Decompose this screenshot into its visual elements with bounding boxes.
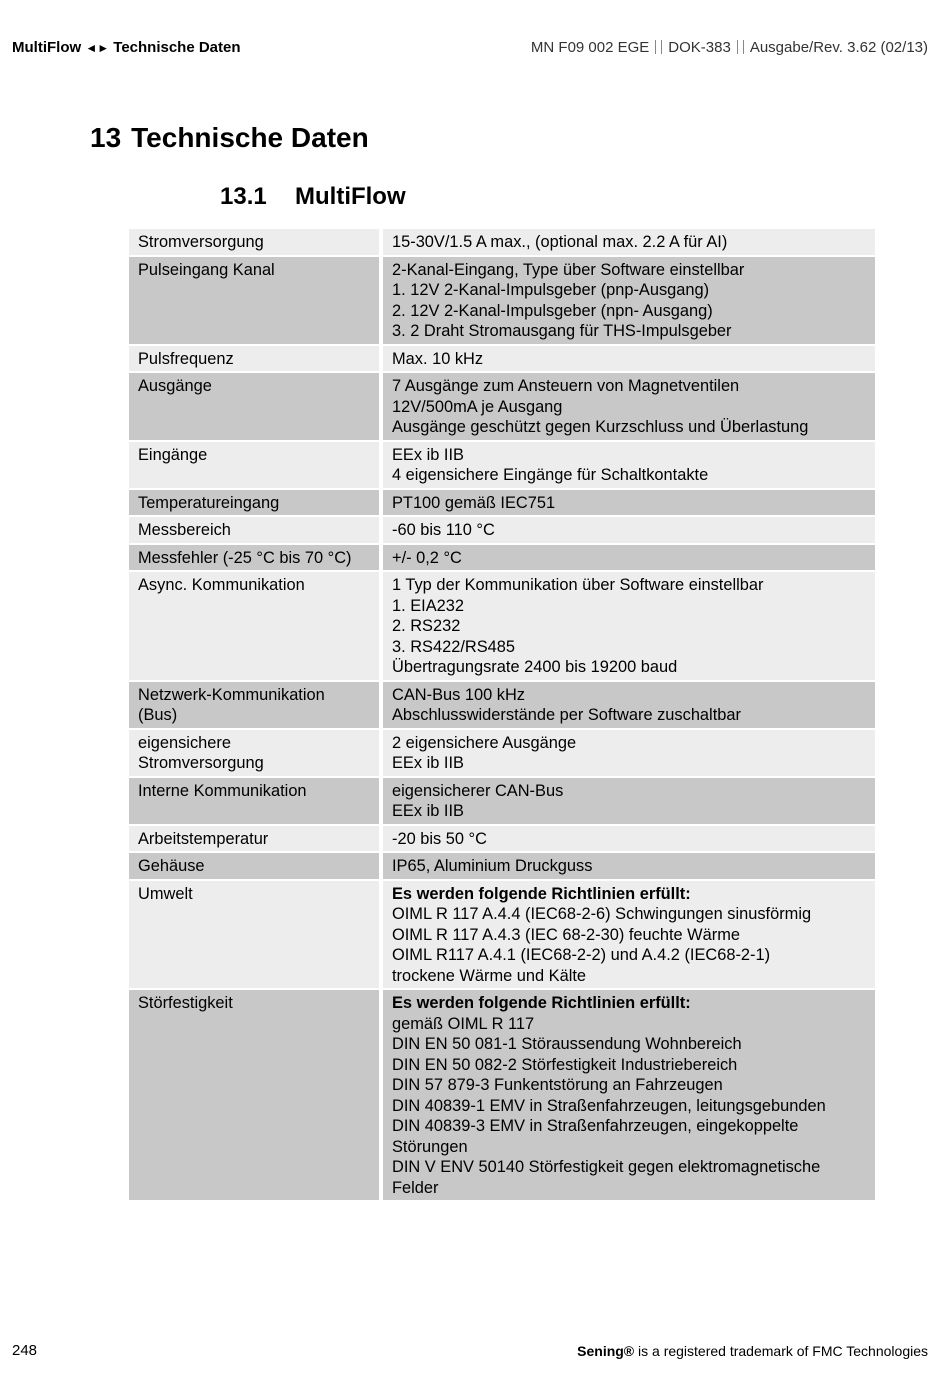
spec-value-line: 2 eigensichere Ausgänge — [392, 733, 577, 752]
spec-value-line: 2. RS232 — [392, 617, 461, 635]
spec-value-line: 3. 2 Draht Stromausgang für THS-Impulsgeber — [392, 322, 732, 340]
spec-row — [129, 572, 875, 680]
spec-row — [129, 257, 875, 344]
spec-value-line: CAN-Bus 100 kHz — [392, 685, 525, 704]
spec-value — [383, 442, 875, 488]
spec-value-line: Felder — [392, 1178, 439, 1197]
spec-value-line: 1. EIA232 — [392, 596, 464, 615]
spec-value-line: EEx ib IIB — [392, 754, 464, 772]
spec-value-line: Störungen — [392, 1137, 468, 1156]
spec-label-line: Interne Kommunikation — [138, 781, 307, 800]
spec-row — [129, 778, 875, 824]
spec-table — [129, 227, 875, 1202]
running-header-title — [12, 39, 241, 56]
header-separator — [655, 40, 662, 54]
header-arrows-icon: ◄► — [85, 41, 110, 55]
spec-value-line: 15-30V/1.5 A max., (optional max. 2.2 A für AI) — [392, 233, 728, 251]
spec-row — [129, 517, 875, 543]
spec-value — [383, 853, 875, 879]
spec-value-line: DIN 40839-3 EMV in Straßenfahrzeugen, eingekoppelte — [392, 1117, 799, 1135]
spec-value — [383, 990, 875, 1200]
spec-row — [129, 853, 875, 879]
spec-value — [383, 517, 875, 543]
spec-value-line: OIML R 117 A.4.4 (IEC68-2-6) Schwingungen sinusförmig — [392, 905, 812, 923]
spec-row — [129, 442, 875, 488]
chapter-number: 13 — [90, 122, 122, 153]
spec-value-line: EEx ib IIB — [392, 802, 464, 820]
spec-value-line: DIN V ENV 50140 Störfestigkeit gegen elektromagnetische — [392, 1158, 821, 1176]
brand-name: Sening® — [577, 1343, 635, 1359]
spec-value — [383, 257, 875, 344]
spec-label-line: Gehäuse — [138, 857, 205, 875]
spec-label-line: Umwelt — [138, 884, 193, 903]
spec-row — [129, 346, 875, 372]
running-header-docinfo — [531, 39, 928, 56]
spec-label-line: Ausgänge — [138, 377, 212, 395]
spec-label-line: Stromversorgung — [138, 754, 264, 772]
spec-value-line: DIN 57 879-3 Funkentstörung an Fahrzeugen — [392, 1076, 723, 1094]
spec-label — [129, 442, 383, 488]
header-product: MultiFlow — [12, 39, 82, 56]
spec-row — [129, 490, 875, 516]
spec-label — [129, 346, 383, 372]
spec-value — [383, 778, 875, 824]
spec-value-line: DIN EN 50 081-1 Störaussendung Wohnbereich — [392, 1035, 742, 1053]
spec-label — [129, 229, 383, 255]
spec-value-line: 3. RS422/RS485 — [392, 637, 516, 656]
spec-label-line: Störfestigkeit — [138, 994, 233, 1012]
doc-revision: Ausgabe/Rev. 3.62 (02/13) — [749, 39, 928, 56]
spec-value — [383, 682, 875, 728]
spec-value-line: -20 bis 50 °C — [392, 829, 487, 848]
spec-value-line: Ausgänge geschützt gegen Kurzschluss und Überlastung — [392, 418, 809, 436]
spec-label — [129, 990, 383, 1200]
section-number: 13.1 — [220, 183, 267, 210]
spec-label — [129, 572, 383, 680]
spec-value-line: +/- 0,2 °C — [392, 548, 462, 567]
chapter-title: Technische Daten — [131, 122, 369, 153]
spec-value-line: 2-Kanal-Eingang, Type über Software einstellbar — [392, 260, 745, 279]
spec-label — [129, 545, 383, 571]
spec-label-line: (Bus) — [138, 706, 178, 724]
spec-value-line: DIN EN 50 082-2 Störfestigkeit Industriebereich — [392, 1055, 738, 1074]
spec-row — [129, 545, 875, 571]
doc-id: DOK-383 — [668, 39, 731, 56]
spec-value-line: 12V/500mA je Ausgang — [392, 397, 563, 416]
spec-label — [129, 778, 383, 824]
spec-value-line: 2. 12V 2-Kanal-Impulsgeber (npn- Ausgang) — [392, 301, 713, 320]
spec-value-line: IP65, Aluminium Druckguss — [392, 857, 593, 875]
spec-label-line: Arbeitstemperatur — [138, 829, 269, 848]
spec-label-line: Netzwerk-Kommunikation — [138, 685, 325, 704]
spec-value — [383, 545, 875, 571]
trademark-text: is a registered trademark of FMC Technologies — [638, 1343, 928, 1359]
spec-label — [129, 881, 383, 989]
spec-label — [129, 682, 383, 728]
spec-value — [383, 346, 875, 372]
spec-value — [383, 229, 875, 255]
spec-row — [129, 373, 875, 440]
trademark-footer — [577, 1343, 928, 1359]
spec-label — [129, 517, 383, 543]
spec-value-line: OIML R117 A.4.1 (IEC68-2-2) und A.4.2 (IEC68-2-1) — [392, 946, 771, 964]
spec-value-line: EEx ib IIB — [392, 445, 464, 464]
spec-value — [383, 730, 875, 776]
page-number: 248 — [12, 1342, 38, 1359]
spec-label — [129, 373, 383, 440]
spec-label — [129, 826, 383, 852]
spec-value — [383, 490, 875, 516]
spec-value-line: 7 Ausgänge zum Ansteuern von Magnetventilen — [392, 377, 740, 395]
spec-label-line: Temperatureingang — [138, 493, 280, 512]
spec-label-line: Pulsfrequenz — [138, 349, 234, 368]
spec-value-line: 1 Typ der Kommunikation über Software einstellbar — [392, 576, 764, 594]
spec-row — [129, 881, 875, 989]
spec-label-line: Stromversorgung — [138, 233, 264, 251]
spec-label-line: Messfehler (-25 °C bis 70 °C) — [138, 548, 352, 567]
spec-value-line: trockene Wärme und Kälte — [392, 966, 587, 985]
spec-row — [129, 990, 875, 1200]
spec-value-line: gemäß OIML R 117 — [392, 1014, 535, 1033]
spec-value-line: OIML R 117 A.4.3 (IEC 68-2-30) feuchte Wärme — [392, 925, 740, 944]
spec-label-line: Messbereich — [138, 521, 231, 539]
spec-row — [129, 229, 875, 255]
spec-row — [129, 730, 875, 776]
spec-value — [383, 881, 875, 989]
spec-value — [383, 826, 875, 852]
spec-value-line: Übertragungsrate 2400 bis 19200 baud — [392, 658, 678, 676]
spec-value-line: 1. 12V 2-Kanal-Impulsgeber (pnp-Ausgang) — [392, 281, 710, 299]
spec-label-line: eigensichere — [138, 733, 231, 752]
chapter-heading — [90, 122, 369, 154]
spec-value-line: DIN 40839-1 EMV in Straßenfahrzeugen, leitungsgebunden — [392, 1096, 826, 1115]
spec-value-heading: Es werden folgende Richtlinien erfüllt: — [392, 884, 691, 903]
section-heading — [220, 183, 406, 211]
spec-value — [383, 572, 875, 680]
spec-value-line: Abschlusswiderstände per Software zuschaltbar — [392, 706, 741, 724]
spec-value-line: 4 eigensichere Eingänge für Schaltkontakte — [392, 466, 709, 484]
spec-value-line: Max. 10 kHz — [392, 349, 484, 368]
spec-label-line: Eingänge — [138, 445, 208, 464]
header-chapter: Technische Daten — [113, 39, 241, 56]
spec-label — [129, 490, 383, 516]
spec-value-line: -60 bis 110 °C — [392, 521, 495, 539]
spec-label — [129, 730, 383, 776]
spec-label-line: Pulseingang Kanal — [138, 260, 275, 279]
spec-label — [129, 257, 383, 344]
section-title: MultiFlow — [295, 183, 406, 210]
spec-row — [129, 826, 875, 852]
spec-value — [383, 373, 875, 440]
spec-value-line: PT100 gemäß IEC751 — [392, 493, 556, 512]
header-separator — [737, 40, 744, 54]
spec-label-line: Async. Kommunikation — [138, 576, 305, 594]
spec-label — [129, 853, 383, 879]
spec-value-heading: Es werden folgende Richtlinien erfüllt: — [392, 994, 691, 1012]
doc-number: MN F09 002 EGE — [530, 39, 650, 56]
spec-value-line: eigensicherer CAN-Bus — [392, 781, 564, 800]
spec-row — [129, 682, 875, 728]
